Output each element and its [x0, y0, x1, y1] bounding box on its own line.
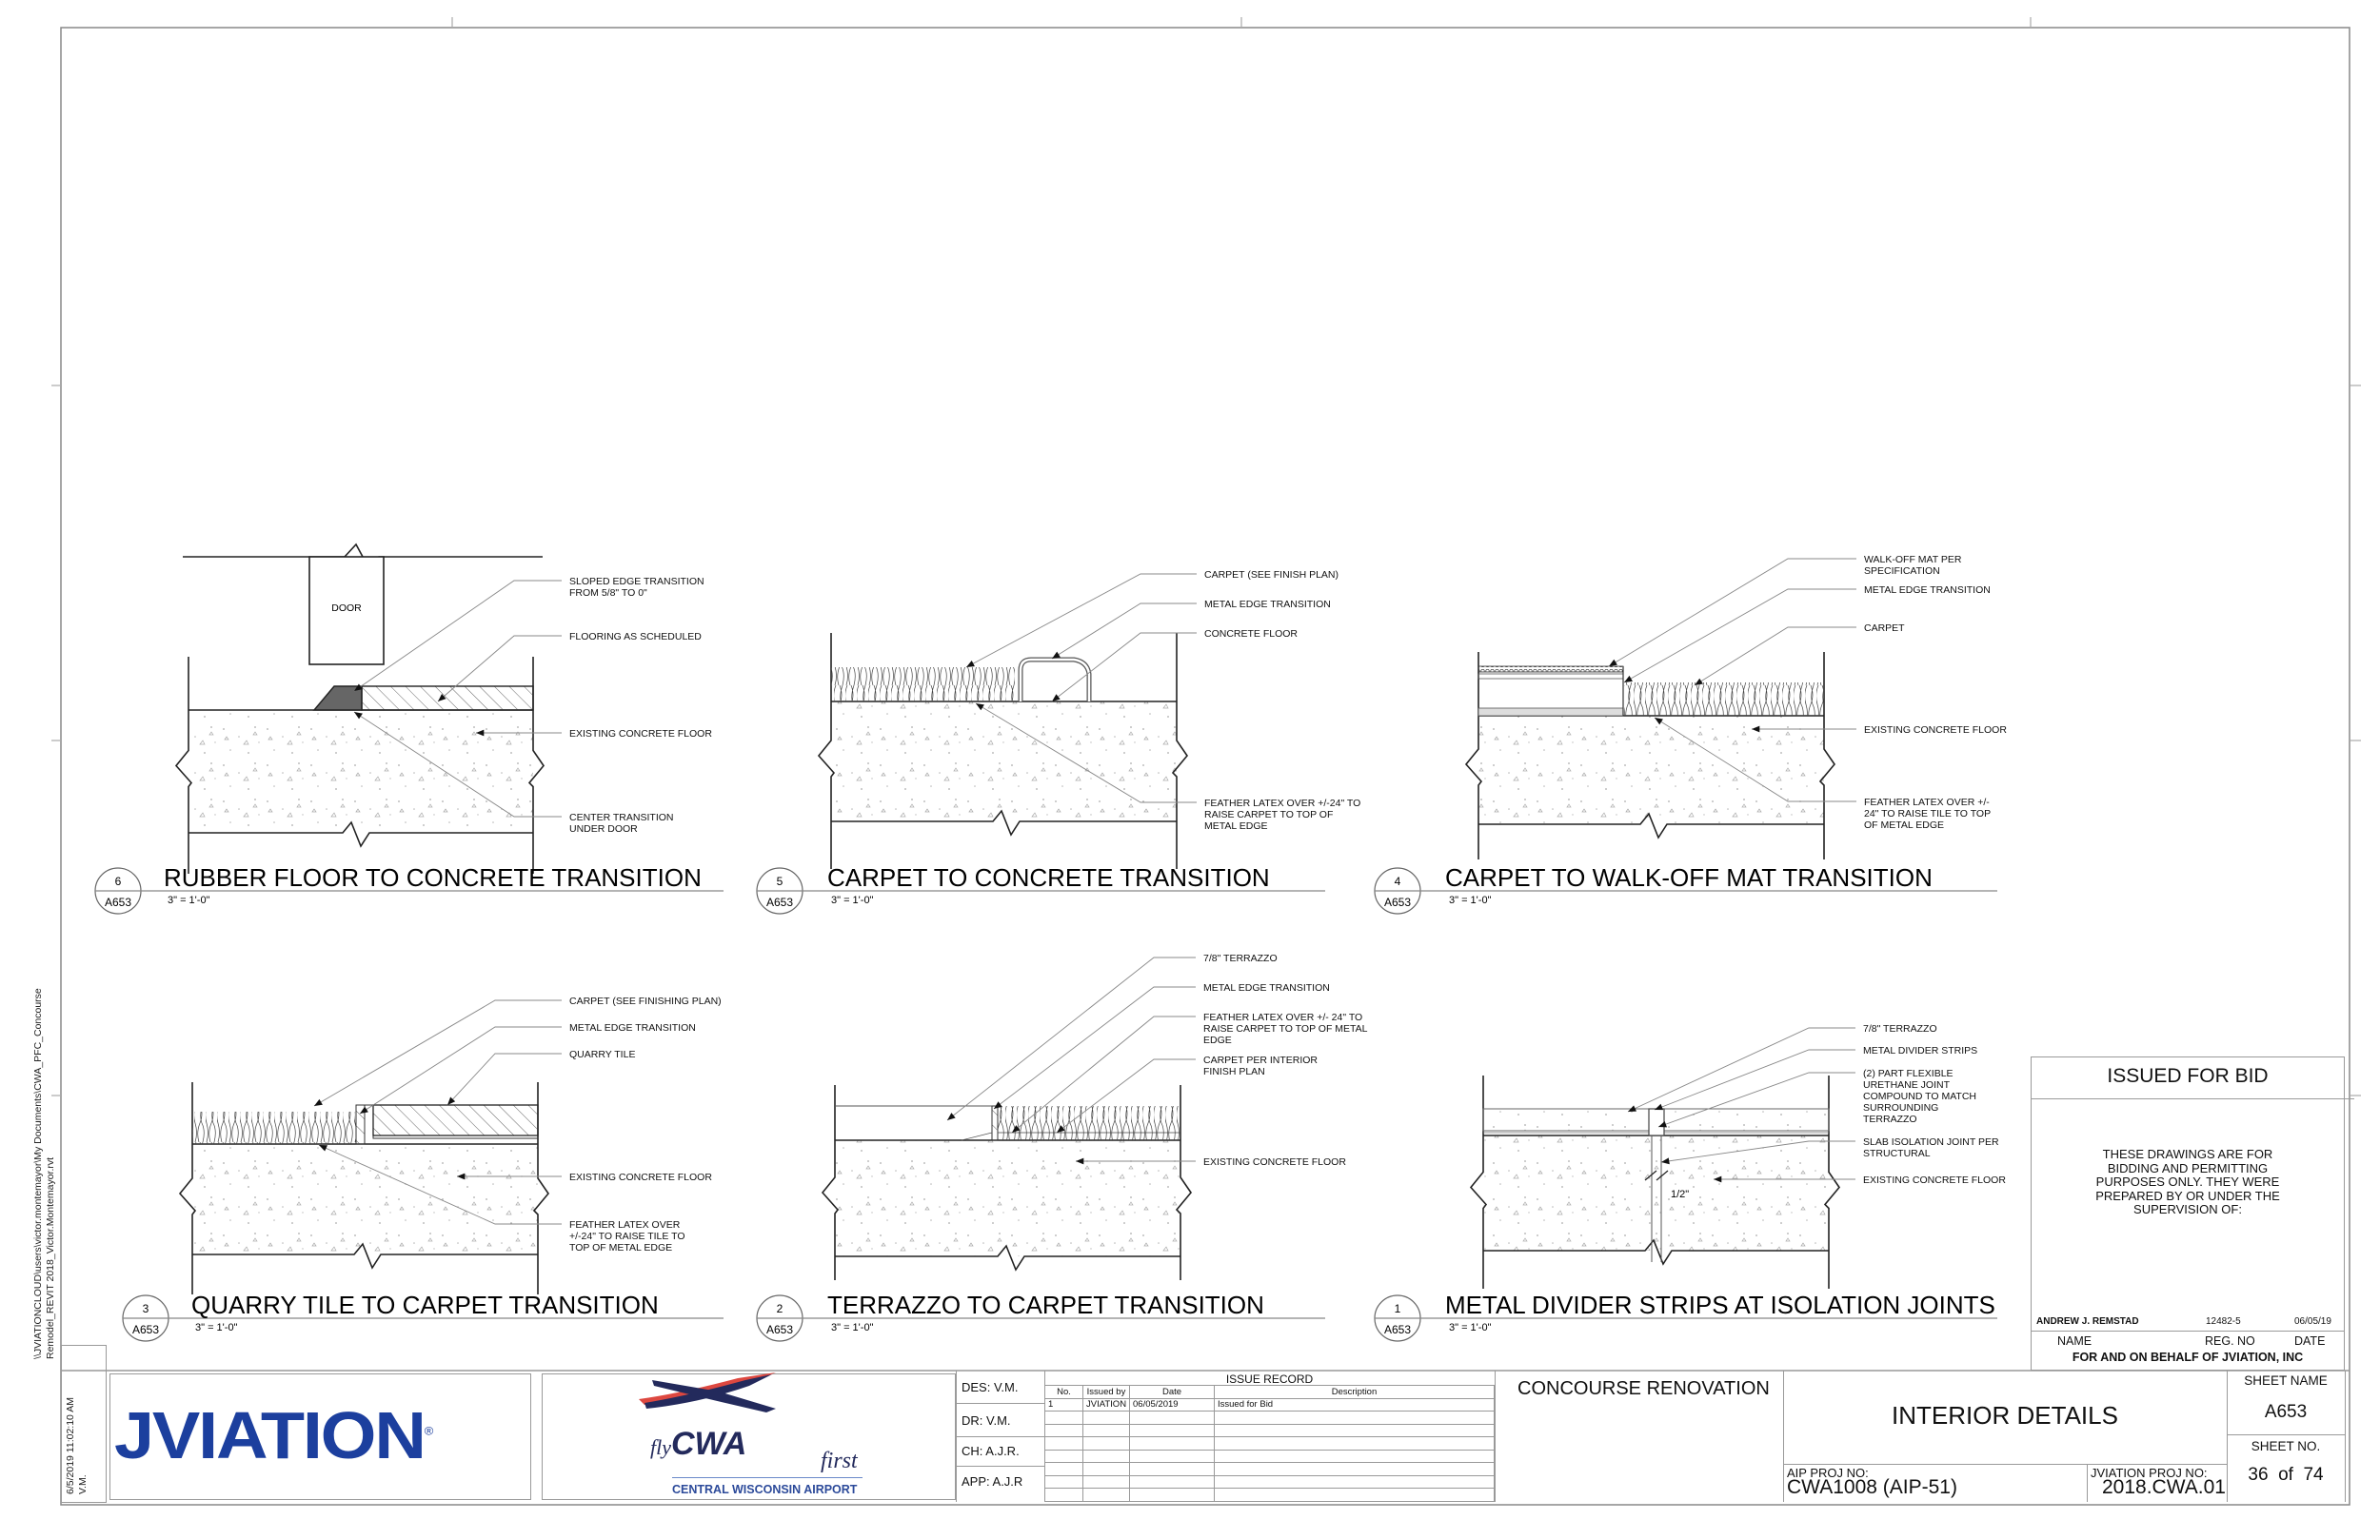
plot-info-text [65, 1397, 89, 1494]
callout-text: EXISTING CONCRETE FLOOR [1863, 1175, 2006, 1186]
divider [1495, 1371, 1496, 1502]
detail-sheet-ref: A653 [765, 896, 794, 909]
issued-statement [2031, 1148, 2345, 1217]
plot-user: V.M. [77, 1474, 89, 1494]
file-path-text [32, 988, 57, 1359]
sheet-title: INTERIOR DETAILS [1892, 1401, 2118, 1430]
detail-sheet-ref: A653 [765, 1323, 794, 1336]
callout-text: COMPOUND TO MATCH [1863, 1091, 1977, 1102]
table-row-empty [1045, 1463, 1495, 1476]
sheet-name: A653 [2264, 1402, 2308, 1422]
callout-text: SPECIFICATION [1864, 565, 1940, 577]
detail-scale: 3" = 1'-0" [168, 895, 210, 906]
detail-number: 5 [776, 875, 783, 888]
cell-issued-by: JVIATION [1083, 1398, 1130, 1412]
detail-scale: 3" = 1'-0" [1449, 1322, 1492, 1333]
behalf-statement: FOR AND ON BEHALF OF JVIATION, INC [2072, 1351, 2304, 1364]
sheet-number: 36 of 74 [2248, 1465, 2324, 1485]
detail-title: METAL DIVIDER STRIPS AT ISOLATION JOINTS [1445, 1291, 1995, 1319]
statement-line: BIDDING AND PERMITTING [2107, 1160, 2269, 1175]
callout-text: FEATHER LATEX OVER +/- 24" TO [1203, 1012, 1363, 1023]
statement-line: SUPERVISION OF: [2133, 1202, 2242, 1216]
leader-line [994, 987, 1196, 1109]
airplane-logo-icon [633, 1371, 785, 1418]
seal-date: 06/05/19 [2294, 1316, 2331, 1327]
door-label: DOOR [331, 602, 362, 614]
table-row-empty [1045, 1412, 1495, 1425]
table-row-empty [1045, 1437, 1495, 1451]
callout-text: OF METAL EDGE [1864, 819, 1945, 831]
joint-width-dimension: 1/2" [1671, 1189, 1690, 1200]
callout-text: RAISE CARPET TO TOP OF METAL [1203, 1023, 1368, 1035]
detail-scale: 3" = 1'-0" [1449, 895, 1492, 906]
concrete-slab [1478, 716, 1824, 824]
sheet-name-label: SHEET NAME [2244, 1373, 2328, 1388]
leader-line [1695, 627, 1856, 685]
callout-text: EXISTING CONCRETE FLOOR [1203, 1156, 1346, 1168]
detail-number: 3 [142, 1302, 149, 1315]
jviation-logo-text: JVIATION [114, 1398, 425, 1472]
divider [1783, 1371, 1784, 1502]
divider [2227, 1434, 2345, 1435]
col-no: No. [1045, 1386, 1083, 1399]
leader-arrow-icon [1655, 1104, 1663, 1110]
leader-line [947, 958, 1196, 1120]
callout-text: QUARRY TILE [569, 1049, 636, 1060]
detail-number: 1 [1394, 1302, 1401, 1315]
callout-text: CARPET (SEE FINISHING PLAN) [569, 996, 722, 1007]
callout-text: FROM 5/8" TO 0" [569, 587, 647, 599]
jviation-project-label: JVIATION PROJ NO: [2091, 1466, 2208, 1480]
leader-arrow-icon [1052, 694, 1061, 701]
callout-text: SLAB ISOLATION JOINT PER [1863, 1136, 1999, 1148]
detail-title: QUARRY TILE TO CARPET TRANSITION [191, 1291, 659, 1319]
callout-text: METAL EDGE TRANSITION [1864, 584, 1991, 596]
leader-line [1609, 559, 1856, 666]
table-row-empty [1045, 1489, 1495, 1502]
table-row-empty [1045, 1450, 1495, 1463]
aip-project-label: AIP PROJ NO: [1787, 1466, 1869, 1480]
approved-by: APP: A.J.R [962, 1474, 1023, 1489]
detail-5 [757, 569, 1360, 914]
callout-text: FINISH PLAN [1203, 1066, 1265, 1077]
detail-sheet-ref: A653 [1383, 1323, 1412, 1336]
leader-line [1655, 1050, 1855, 1110]
plot-datetime: 6/5/2019 11:02:10 AM [65, 1397, 76, 1494]
col-date: Date [1130, 1386, 1215, 1399]
leader-arrow-icon [1624, 676, 1633, 682]
callout-text: (2) PART FLEXIBLE [1863, 1068, 1954, 1079]
detail-scale: 3" = 1'-0" [831, 1322, 874, 1333]
concrete-slab [188, 710, 533, 833]
callout-text: 7/8" TERRAZZO [1863, 1023, 1937, 1035]
jviation-logo: JVIATION® [114, 1398, 434, 1472]
callout-text: METAL EDGE TRANSITION [1203, 982, 1330, 994]
issued-for-bid-heading: ISSUED FOR BID [2107, 1065, 2269, 1087]
callout-text: EXISTING CONCRETE FLOOR [569, 728, 712, 740]
designed-by: DES: V.M. [962, 1380, 1019, 1394]
project-name: CONCOURSE RENOVATION [1517, 1378, 1770, 1399]
divider [2345, 1371, 2346, 1502]
callout-text: SLOPED EDGE TRANSITION [569, 576, 704, 587]
cell-date: 06/05/2019 [1130, 1398, 1215, 1412]
detail-title: RUBBER FLOOR TO CONCRETE TRANSITION [164, 863, 702, 892]
cell-no: 1 [1045, 1398, 1083, 1412]
issue-record-table [1044, 1385, 1495, 1502]
statement-line: PREPARED BY OR UNDER THE [2095, 1188, 2280, 1203]
logo-fly: fly [650, 1435, 671, 1459]
detail-number: 4 [1394, 875, 1401, 888]
leader-line [360, 1027, 562, 1114]
detail-3 [123, 996, 724, 1341]
fly-cwa-first-logo [650, 1426, 746, 1463]
aip-project-number: CWA1008 (AIP-51) [1787, 1476, 1957, 1498]
callout-text: UNDER DOOR [569, 823, 638, 835]
detail-title: CARPET TO CONCRETE TRANSITION [827, 863, 1270, 892]
callout-text: FEATHER LATEX OVER +/- [1864, 797, 1990, 808]
logo-first: first [821, 1449, 858, 1473]
table-row [1045, 1398, 1495, 1412]
callout-text: 24" TO RAISE TILE TO TOP [1864, 808, 1992, 819]
detail-scale: 3" = 1'-0" [195, 1322, 238, 1333]
callout-text: METAL DIVIDER STRIPS [1863, 1045, 1978, 1056]
drawn-by: DR: V.M. [962, 1413, 1011, 1428]
sheet-no-label: SHEET NO. [2251, 1439, 2321, 1453]
col-description: Description [1215, 1386, 1495, 1399]
callout-text: EXISTING CONCRETE FLOOR [569, 1172, 712, 1183]
jviation-project-number: 2018.CWA.01 [2102, 1476, 2226, 1498]
file-path-line-1: \\JVIATIONCLOUD\users\victor.montemayor\My Documents\CWA_PFC_Concourse [32, 988, 44, 1359]
callout-text: FEATHER LATEX OVER [569, 1219, 681, 1231]
detail-sheet-ref: A653 [1383, 896, 1412, 909]
divider [2031, 1098, 2354, 1099]
detail-1 [1375, 1023, 2006, 1341]
col-issued-by: Issued by [1083, 1386, 1130, 1399]
callout-text: CARPET [1864, 622, 1905, 634]
engineer-name: ANDREW J. REMSTAD [2036, 1316, 2139, 1327]
leader-arrow-icon [947, 1113, 956, 1120]
detail-number: 2 [776, 1302, 783, 1315]
detail-sheet-ref: A653 [131, 1323, 160, 1336]
detail-scale: 3" = 1'-0" [831, 895, 874, 906]
cell-description: Issued for Bid [1215, 1398, 1495, 1412]
leader-arrow-icon [966, 661, 975, 667]
concrete-slab [192, 1144, 538, 1254]
callout-text: URETHANE JOINT [1863, 1079, 1951, 1091]
callout-text: WALK-OFF MAT PER [1864, 554, 1962, 565]
logo-rule [672, 1477, 863, 1478]
divider [2087, 1464, 2088, 1502]
detail-title: TERRAZZO TO CARPET TRANSITION [827, 1291, 1264, 1319]
logo-cwa: CWA [671, 1426, 747, 1462]
statement-line: THESE DRAWINGS ARE FOR [2102, 1147, 2273, 1161]
callout-text: FEATHER LATEX OVER +/-24" TO [1204, 798, 1361, 809]
leader-arrow-icon [314, 1099, 323, 1106]
leader-line [1052, 633, 1197, 701]
callout-text: STRUCTURAL [1863, 1148, 1931, 1159]
callout-text: CONCRETE FLOOR [1204, 628, 1299, 640]
file-path-line-2: Remodel_REVIT 2018_Victor.Montemayor.rvt [45, 1156, 56, 1359]
table-row-empty [1045, 1475, 1495, 1489]
callout-text: METAL EDGE [1204, 820, 1268, 832]
leader-line [1628, 1028, 1855, 1112]
registration-number: 12482-5 [2206, 1316, 2241, 1327]
concrete-slab [831, 701, 1177, 821]
callout-text: CARPET (SEE FINISH PLAN) [1204, 569, 1339, 581]
detail-2 [757, 953, 1368, 1341]
detail-number: 6 [114, 875, 122, 888]
divider [956, 1403, 1044, 1404]
callout-text: METAL EDGE TRANSITION [1204, 599, 1331, 610]
callout-text: FLOORING AS SCHEDULED [569, 631, 702, 642]
callout-text: EDGE [1203, 1035, 1232, 1046]
date-label: DATE [2294, 1334, 2326, 1348]
checked-by: CH: A.J.R. [962, 1444, 1020, 1458]
issue-record-header [1045, 1386, 1495, 1399]
concrete-slab [1483, 1135, 1829, 1251]
callout-text: TOP OF METAL EDGE [569, 1242, 673, 1254]
leader-line [966, 574, 1197, 667]
callout-text: +/-24" TO RAISE TILE TO [569, 1231, 685, 1242]
statement-line: PURPOSES ONLY. THEY WERE [2095, 1175, 2280, 1189]
callout-text: TERRAZZO [1863, 1114, 1917, 1125]
divider [2031, 1331, 2345, 1332]
detail-6 [95, 544, 724, 914]
logo-airport-name: CENTRAL WISCONSIN AIRPORT [672, 1483, 858, 1496]
detail-4 [1375, 554, 2007, 914]
callout-text: SURROUNDING [1863, 1102, 1939, 1114]
issue-record-title: ISSUE RECORD [1225, 1372, 1314, 1386]
callout-text: CARPET PER INTERIOR [1203, 1055, 1318, 1066]
table-row-empty [1045, 1424, 1495, 1437]
leader-line [314, 1000, 562, 1106]
leader-arrow-icon [1609, 660, 1617, 666]
callout-text: EXISTING CONCRETE FLOOR [1864, 724, 2007, 736]
leader-line [1052, 603, 1197, 659]
callout-text: RAISE CARPET TO TOP OF [1204, 809, 1334, 820]
callout-text: CENTER TRANSITION [569, 812, 674, 823]
leader-line [447, 1054, 562, 1105]
divider [956, 1466, 1044, 1467]
callout-text: METAL EDGE TRANSITION [569, 1022, 696, 1034]
reg-no-label: REG. NO [2205, 1334, 2255, 1348]
detail-sheet-ref: A653 [104, 896, 132, 909]
divider [1783, 1464, 2227, 1465]
detail-title: CARPET TO WALK-OFF MAT TRANSITION [1445, 863, 1933, 892]
divider [956, 1436, 1044, 1437]
callout-text: 7/8" TERRAZZO [1203, 953, 1278, 964]
concrete-slab [835, 1140, 1180, 1256]
name-label: NAME [2057, 1334, 2092, 1348]
